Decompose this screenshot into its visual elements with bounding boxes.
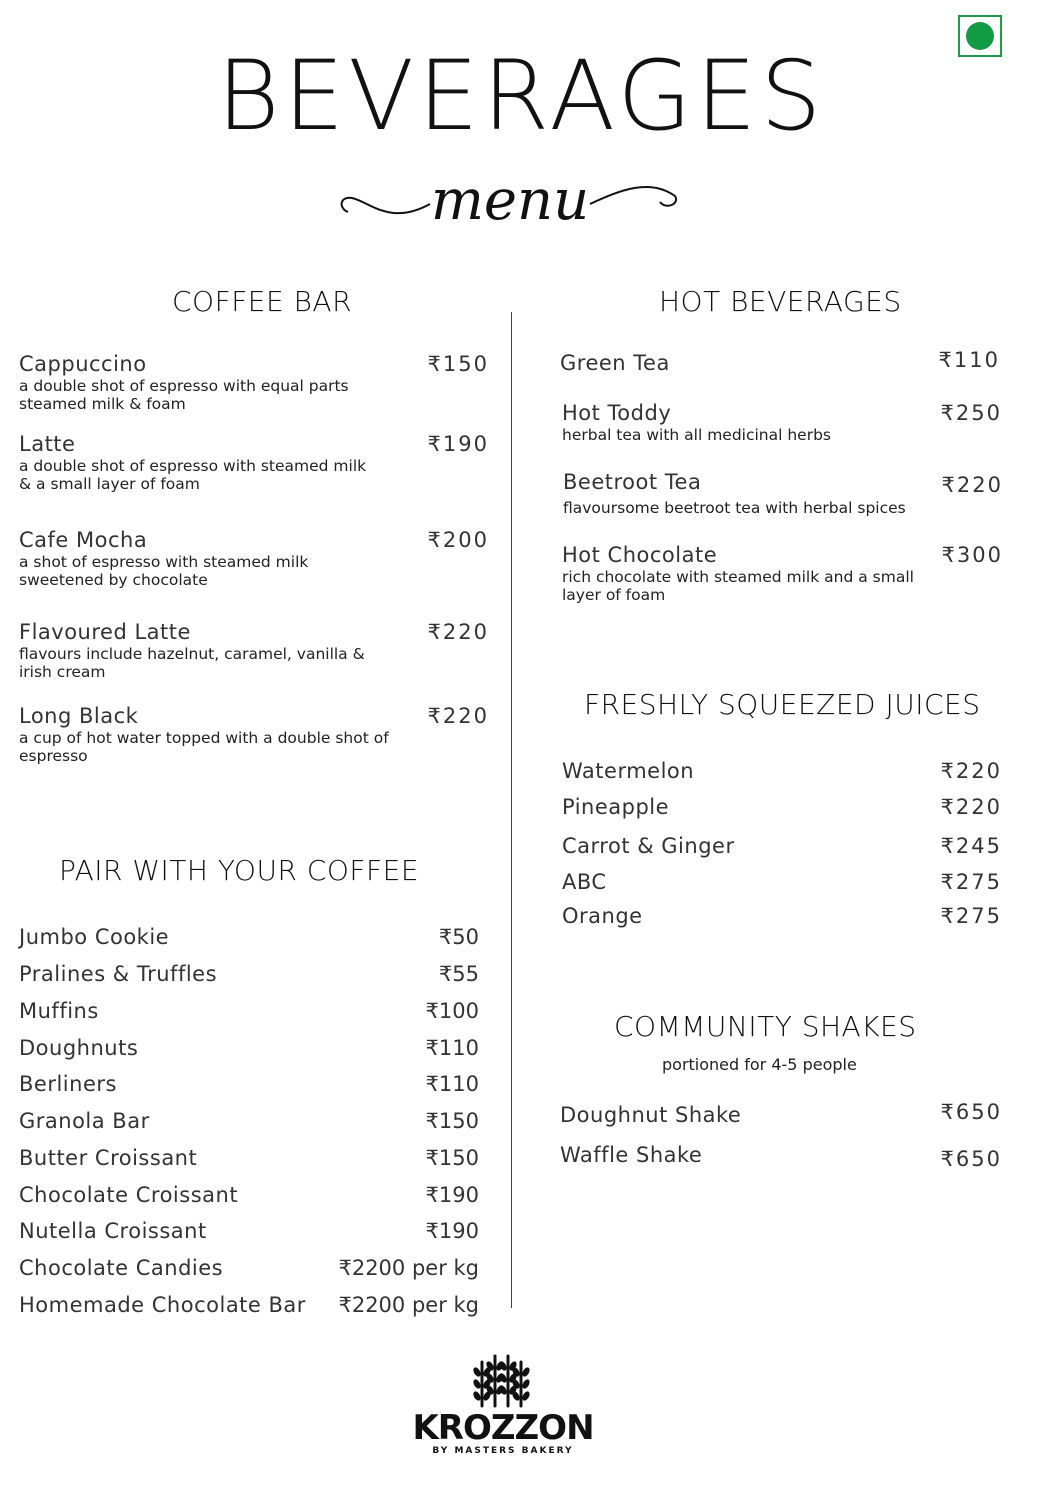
item-name: Watermelon — [562, 759, 695, 783]
item-name: Doughnuts — [19, 1036, 139, 1060]
menu-item — [19, 1036, 479, 1064]
brand-name: KROZZON — [412, 1408, 594, 1448]
item-price: ₹50 — [438, 925, 479, 949]
heading-community-shakes: COMMUNITY SHAKES — [614, 1010, 917, 1043]
menu-item — [562, 759, 1002, 787]
menu-item — [19, 1293, 479, 1321]
item-price: ₹220 — [427, 620, 489, 644]
menu-item — [19, 1183, 479, 1211]
heading-coffee-bar: COFFEE BAR — [172, 285, 353, 318]
item-name: Jumbo Cookie — [19, 925, 170, 949]
item-price: ₹100 — [425, 999, 479, 1023]
column-divider — [511, 312, 512, 1308]
menu-item — [560, 1143, 1002, 1171]
item-name: Waffle Shake — [560, 1143, 703, 1167]
item-name: Homemade Chocolate Bar — [19, 1293, 306, 1317]
brand-tagline: BY MASTERS BAKERY — [432, 1446, 574, 1456]
item-name: Cafe Mocha — [19, 528, 148, 552]
item-price: ₹110 — [425, 1036, 479, 1060]
item-price: ₹220 — [940, 759, 1002, 783]
item-name: Butter Croissant — [19, 1146, 198, 1170]
page-subtitle: menu — [430, 168, 590, 233]
item-price: ₹190 — [427, 432, 489, 456]
item-description: rich chocolate with steamed milk and a small layer of foam — [562, 568, 914, 604]
wheat-logo-icon — [410, 1350, 600, 1410]
item-price: ₹650 — [940, 1100, 1002, 1124]
heading-juices: FRESHLY SQUEEZED JUICES — [584, 688, 981, 721]
item-price: ₹55 — [438, 962, 479, 986]
subtitle-script — [330, 168, 690, 248]
item-name: Flavoured Latte — [19, 620, 191, 644]
item-name: Chocolate Croissant — [19, 1183, 239, 1207]
item-name: Orange — [562, 904, 643, 928]
item-price: ₹2200 per kg — [338, 1256, 479, 1280]
item-name: Hot Chocolate — [562, 543, 718, 567]
item-price: ₹245 — [940, 834, 1002, 858]
item-name: Granola Bar — [19, 1109, 150, 1133]
item-price: ₹220 — [941, 473, 1003, 497]
item-description: a shot of espresso with steamed milk sweetened by chocolate — [19, 553, 309, 589]
brand-logo — [410, 1350, 600, 1460]
item-price: ₹150 — [425, 1146, 479, 1170]
item-name: Muffins — [19, 999, 99, 1023]
menu-item — [19, 1072, 479, 1100]
item-name: ABC — [562, 870, 607, 894]
page-title: BEVERAGES — [216, 40, 826, 152]
item-description: flavours include hazelnut, caramel, vanilla & irish cream — [19, 645, 365, 681]
item-price: ₹275 — [940, 870, 1002, 894]
menu-item — [562, 904, 1002, 932]
item-name: Long Black — [19, 704, 139, 728]
shakes-note: portioned for 4-5 people — [662, 1055, 857, 1074]
item-name: Doughnut Shake — [560, 1103, 742, 1127]
item-name: Cappuccino — [19, 352, 147, 376]
menu-item — [19, 1219, 479, 1247]
menu-item — [562, 870, 1002, 898]
veg-mark-dot — [966, 22, 994, 50]
item-name: Pineapple — [562, 795, 670, 819]
item-price: ₹200 — [427, 528, 489, 552]
menu-item — [19, 1146, 479, 1174]
item-name: Latte — [19, 432, 76, 456]
item-price: ₹300 — [941, 543, 1003, 567]
item-description: flavoursome beetroot tea with herbal spices — [563, 499, 906, 517]
item-name: Beetroot Tea — [563, 470, 702, 494]
menu-item — [19, 1256, 479, 1284]
item-name: Berliners — [19, 1072, 117, 1096]
item-price: ₹190 — [425, 1219, 479, 1243]
item-price: ₹250 — [940, 401, 1002, 425]
item-name: Hot Toddy — [562, 401, 672, 425]
menu-item — [560, 1100, 1002, 1131]
item-name: Carrot & Ginger — [562, 834, 735, 858]
item-price: ₹220 — [427, 704, 489, 728]
menu-item — [19, 925, 479, 953]
menu-item — [19, 1109, 479, 1137]
item-price: ₹190 — [425, 1183, 479, 1207]
item-description: a double shot of espresso with equal parts steamed milk & foam — [19, 377, 349, 413]
item-price: ₹110 — [425, 1072, 479, 1096]
item-price: ₹110 — [938, 348, 1000, 372]
item-name: Green Tea — [560, 351, 670, 375]
item-description: a cup of hot water topped with a double shot of espresso — [19, 729, 389, 765]
menu-item — [19, 962, 479, 990]
item-name: Nutella Croissant — [19, 1219, 207, 1243]
item-description: herbal tea with all medicinal herbs — [562, 426, 832, 444]
item-description: a double shot of espresso with steamed milk & a small layer of foam — [19, 457, 367, 493]
item-price: ₹650 — [940, 1147, 1002, 1171]
item-name: Pralines & Truffles — [19, 962, 218, 986]
item-price: ₹150 — [427, 352, 489, 376]
heading-pair: PAIR WITH YOUR COFFEE — [59, 854, 420, 887]
item-price: ₹275 — [940, 904, 1002, 928]
menu-item — [562, 834, 1002, 862]
item-price: ₹2200 per kg — [338, 1293, 479, 1317]
heading-hot-beverages: HOT BEVERAGES — [659, 285, 902, 318]
menu-item — [19, 999, 479, 1027]
item-price: ₹150 — [425, 1109, 479, 1133]
menu-item — [562, 795, 1002, 823]
item-price: ₹220 — [940, 795, 1002, 819]
item-name: Chocolate Candies — [19, 1256, 224, 1280]
